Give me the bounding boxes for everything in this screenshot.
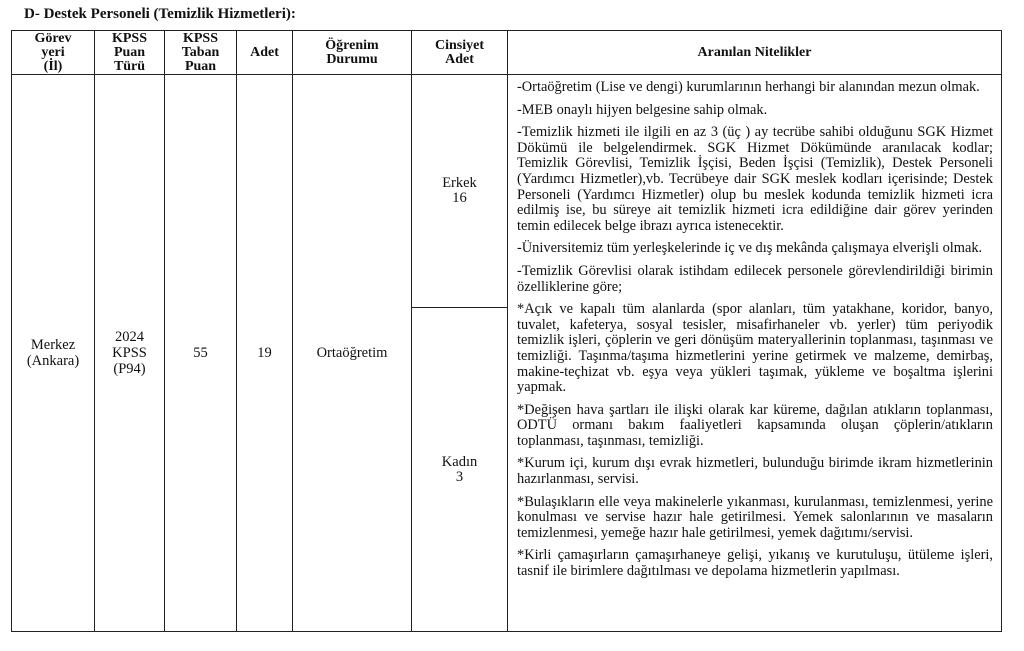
qualification-item: -Ortaöğretim (Lise ve dengi) kurumlarının herhangi bir alanından mezun olmak. (517, 79, 980, 95)
qualification-item: -Temizlik Görevlisi olarak istihdam edilecek personele görevlendirildiği birimin özelliklerine göre; (517, 262, 993, 295)
cell-qualifications (508, 75, 1002, 632)
female-label: Kadın (441, 453, 478, 470)
cell-count: 19 (237, 75, 293, 632)
qualification-item: *Kurum içi, kurum dışı evrak hizmetleri, bulunduğu birimde ikram hizmetlerinin hazırlanması, servisi. (517, 455, 993, 488)
header-count: Adet (237, 31, 293, 75)
header-location: Görev yeri (İl) (12, 31, 95, 75)
cell-education: Ortaöğretim (293, 75, 412, 632)
female-count: 3 (455, 468, 464, 485)
cell-kpss-type: 2024 KPSS (P94) (95, 75, 165, 632)
header-kpss-type: KPSS Puan Türü (95, 31, 165, 75)
gender-female (412, 308, 507, 631)
gender-male (412, 75, 507, 308)
cell-kpss-min-score: 55 (165, 75, 237, 632)
qualification-item: -Temizlik hizmeti ile ilgili en az 3 (üç ) ay tecrübe sahibi olduğunu SGK Hizmet Dökümü ile belgelendirmek. SGK Hizmet Dökümünde aranılacak kodlar; Temizlik Görevlisi, Temizlik İşçisi, Beden İşçisi (Temizlik), Destek Personeli (Yardımcı Hizmetler),vb. Tecrübeye dair SGK meslek kodları içerisinde; Destek Personeli (Yardımcı Hizmetler) olup bu meslek kodunda temizlik hizmeti icra edilmiş ise, bu süreye ait temizlik hizmeti icra edildiğine dair görev yerinden temin edilecek belge ibrazı ayrıca istenecektir. (517, 124, 993, 234)
personnel-table (11, 30, 1002, 632)
header-kpss-min-score: KPSS Taban Puan (165, 31, 237, 75)
table-row (12, 75, 1002, 632)
qualification-item: *Kirli çamaşırların çamaşırhaneye gelişi, yıkanış ve kurutuluşu, ütüleme işleri, tasnif ile birimlere dağıtılması ve depolama hizmetlerin yapılması. (517, 547, 993, 580)
table-header-row (12, 31, 1002, 75)
header-education: Öğrenim Durumu (293, 31, 412, 75)
section-title: D- Destek Personeli (Temizlik Hizmetleri): (24, 6, 296, 22)
male-label: Erkek (442, 175, 477, 191)
qualification-item: -Üniversitemiz tüm yerleşkelerinde iç ve dış mekânda çalışmaya elverişli olmak. (517, 240, 983, 257)
qualification-item: -MEB onaylı hijyen belgesine sahip olmak. (517, 101, 768, 118)
header-qualifications: Aranılan Nitelikler (508, 31, 1002, 75)
qualification-item: *Bulaşıkların elle veya makinelerle yıkanması, kurulanması, temizlenmesi, yerine konulması ve servise hazır hale getirilmesi. Yemek salonlarının ve masaların temizlenmesi, yemeğe hazır hale getirilmesi, yemek dağıtımı/servisi. (517, 493, 993, 541)
male-count: 16 (452, 190, 467, 206)
qualification-item: *Açık ve kapalı tüm alanlarda (spor alanları, tüm yatakhane, koridor, banyo, tuvalet, kafeterya, sosyal tesisler, misafirhaneler vb. yerler) tüm periyodik temizlik işleri, çöplerin ve geri dönüşüm materyallerinin toplanması, taşınması ve temizliği. Taşınma/taşıma hizmetlerini yerine getirmek ve malzeme, demirbaş, makine-teçhizat vb. eşya veya yükleri taşımak, yükleme ve boşaltma işlerini yapmak. (517, 301, 993, 396)
header-gender-count: Cinsiyet Adet (412, 31, 508, 75)
cell-location: Merkez (Ankara) (12, 75, 95, 632)
cell-gender (412, 75, 508, 632)
qualification-item: *Değişen hava şartları ile ilişki olarak kar küreme, dağılan atıkların toplanması, ODTÜ ormanı bakım faaliyetleri kapsamında oluşan çöplerin/atıkların toplanması, taşınması, temizliği. (517, 401, 993, 449)
